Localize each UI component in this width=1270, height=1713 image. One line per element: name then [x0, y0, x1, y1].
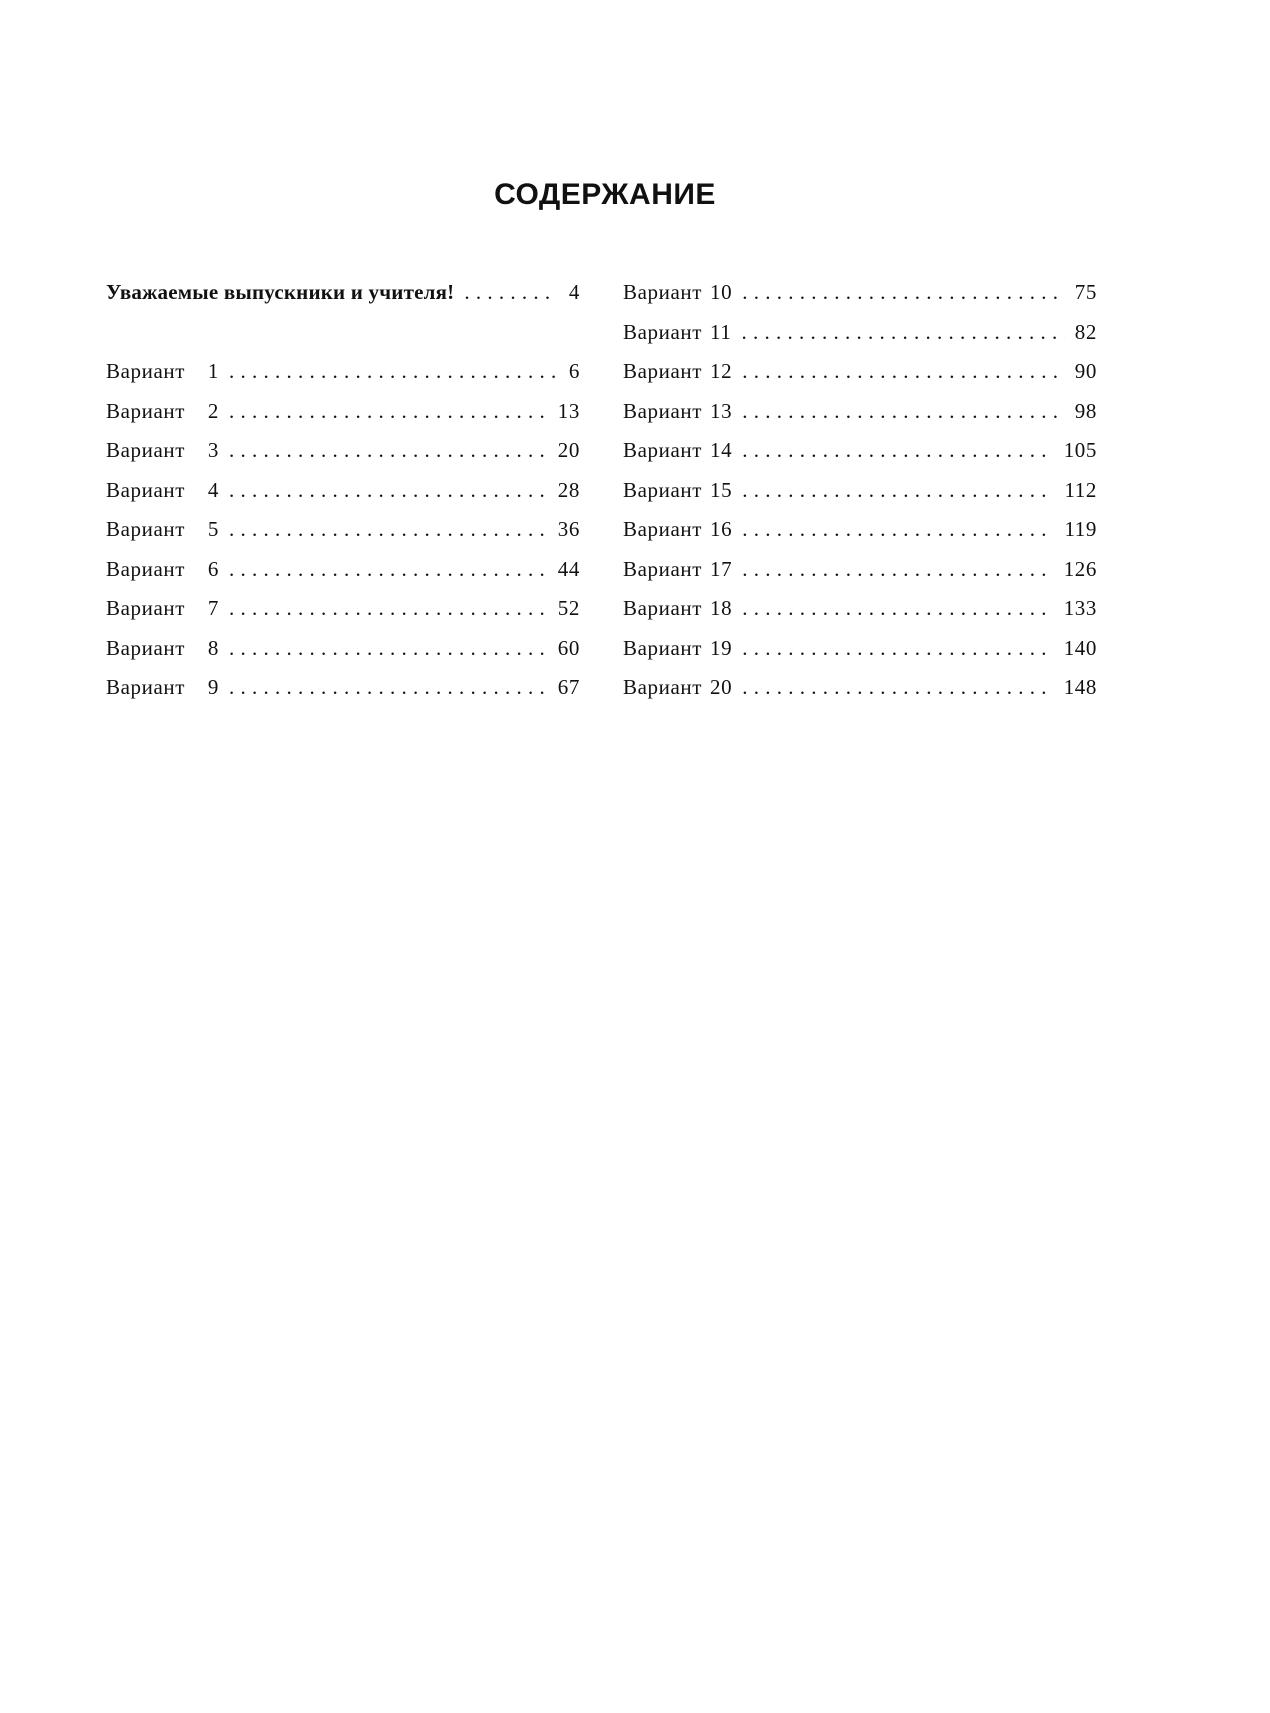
toc-entry-label: Вариант — [106, 635, 186, 660]
toc-entry[interactable] — [623, 438, 1097, 478]
toc-page-number: 67 — [557, 675, 580, 699]
toc-entry-label: Вариант — [106, 477, 186, 502]
dot-leader — [229, 438, 548, 463]
toc-entry[interactable] — [106, 359, 580, 399]
toc-entry-label: Уважаемые выпускники и учителя! — [106, 280, 455, 304]
toc-entry-label: Вариант — [623, 635, 703, 660]
toc-page-number: 126 — [1063, 556, 1097, 581]
toc-page-number: 4 — [568, 280, 580, 304]
toc-spacer — [106, 320, 580, 360]
toc-entry-label: Вариант — [106, 359, 186, 383]
toc-page-number: 119 — [1064, 517, 1097, 541]
toc-variant-list — [623, 280, 1097, 715]
toc-variant-number: 6 — [207, 556, 220, 581]
toc-page-number: 82 — [1074, 319, 1097, 344]
toc-variant-number: 2 — [207, 398, 220, 423]
toc-entry-label: Вариант — [623, 556, 703, 581]
toc-page-number: 20 — [557, 438, 580, 462]
dot-leader — [229, 557, 548, 582]
toc-variant-number: 20 — [710, 675, 733, 699]
toc-entry-label: Вариант — [623, 438, 703, 462]
toc-entry[interactable] — [106, 557, 580, 597]
toc-page-number: 90 — [1074, 359, 1097, 383]
toc-entry-label: Вариант — [106, 675, 186, 699]
dot-leader — [742, 280, 1065, 305]
toc-variant-number: 11 — [710, 319, 732, 344]
toc-page-number: 13 — [557, 398, 580, 423]
dot-leader — [742, 438, 1053, 463]
dot-leader — [742, 557, 1053, 582]
page-title: СОДЕРЖАНИЕ — [494, 178, 716, 211]
toc-entry-label: Вариант — [623, 319, 703, 344]
toc-entry-label: Вариант — [623, 517, 703, 541]
toc-variant-number: 7 — [207, 596, 220, 620]
dot-leader — [742, 596, 1053, 621]
toc-entry[interactable] — [106, 478, 580, 518]
toc-page-number: 112 — [1064, 477, 1097, 502]
toc-variant-number: 1 — [207, 359, 220, 383]
toc-entry[interactable] — [106, 438, 580, 478]
toc-page-number: 98 — [1074, 398, 1097, 423]
toc-left-column — [106, 280, 580, 715]
toc-page-number: 140 — [1063, 635, 1097, 660]
toc-entry-intro[interactable] — [106, 280, 580, 320]
toc-page-number: 60 — [557, 635, 580, 660]
dot-leader — [742, 478, 1054, 503]
dot-leader — [742, 359, 1065, 384]
toc-variant-list — [106, 359, 580, 715]
toc-entry-label: Вариант — [106, 517, 186, 541]
toc-entry-label: Вариант — [623, 477, 703, 502]
dot-leader — [229, 399, 548, 424]
toc-entry[interactable] — [623, 517, 1097, 557]
toc-entry-label: Вариант — [623, 675, 703, 699]
toc-variant-number: 15 — [710, 477, 733, 502]
toc-entry-label: Вариант — [623, 359, 703, 383]
toc-page-number: 6 — [568, 359, 580, 383]
toc-right-column — [623, 280, 1097, 715]
toc-entry[interactable] — [623, 399, 1097, 439]
toc-entry[interactable] — [623, 320, 1097, 360]
toc-page-number: 75 — [1074, 280, 1097, 304]
toc-entry[interactable] — [623, 675, 1097, 715]
toc-entry[interactable] — [623, 280, 1097, 320]
dot-leader — [742, 399, 1065, 424]
toc-entry-label: Вариант — [623, 280, 703, 304]
dot-leader — [741, 320, 1064, 345]
toc-entry[interactable] — [623, 557, 1097, 597]
toc-entry[interactable] — [623, 636, 1097, 676]
dot-leader — [229, 596, 548, 621]
toc-page-number: 148 — [1063, 675, 1097, 699]
dot-leader — [229, 359, 556, 384]
toc-page-number: 44 — [557, 556, 580, 581]
toc-variant-number: 18 — [710, 596, 733, 620]
dot-leader — [742, 517, 1054, 542]
toc-entry[interactable] — [623, 478, 1097, 518]
toc-entry[interactable] — [106, 596, 580, 636]
toc-page-number: 52 — [557, 596, 580, 620]
toc-page-number: 133 — [1063, 596, 1097, 620]
toc-entry[interactable] — [106, 517, 580, 557]
toc-variant-number: 9 — [207, 675, 220, 699]
toc-page-number: 28 — [557, 477, 580, 502]
dot-leader — [229, 478, 548, 503]
toc-entry-label: Вариант — [623, 398, 703, 423]
toc-variant-number: 10 — [710, 280, 733, 304]
toc-page-number: 36 — [557, 517, 580, 541]
toc-variant-number: 19 — [710, 635, 733, 660]
toc-entry[interactable] — [623, 596, 1097, 636]
toc-entry[interactable] — [106, 636, 580, 676]
dot-leader — [229, 675, 548, 700]
dot-leader — [464, 280, 556, 305]
toc-entry-label: Вариант — [106, 596, 186, 620]
toc-variant-number: 4 — [207, 477, 220, 502]
dot-leader — [229, 517, 548, 542]
toc-entry-label: Вариант — [623, 596, 703, 620]
toc-variant-number: 5 — [207, 517, 220, 541]
toc-page-number: 105 — [1063, 438, 1097, 462]
dot-leader — [742, 675, 1053, 700]
dot-leader — [229, 636, 548, 661]
toc-variant-number: 13 — [710, 398, 733, 423]
toc-entry[interactable] — [623, 359, 1097, 399]
toc-entry-label: Вариант — [106, 438, 186, 462]
dot-leader — [742, 636, 1053, 661]
toc-entry-label: Вариант — [106, 398, 186, 423]
toc-variant-number: 8 — [207, 635, 220, 660]
toc-entry[interactable] — [106, 675, 580, 715]
toc-variant-number: 17 — [710, 556, 733, 581]
toc-variant-number: 3 — [207, 438, 220, 462]
toc-variant-number: 12 — [710, 359, 733, 383]
toc-entry-label: Вариант — [106, 556, 186, 581]
toc-variant-number: 16 — [710, 517, 733, 541]
toc-variant-number: 14 — [710, 438, 733, 462]
toc-entry[interactable] — [106, 399, 580, 439]
